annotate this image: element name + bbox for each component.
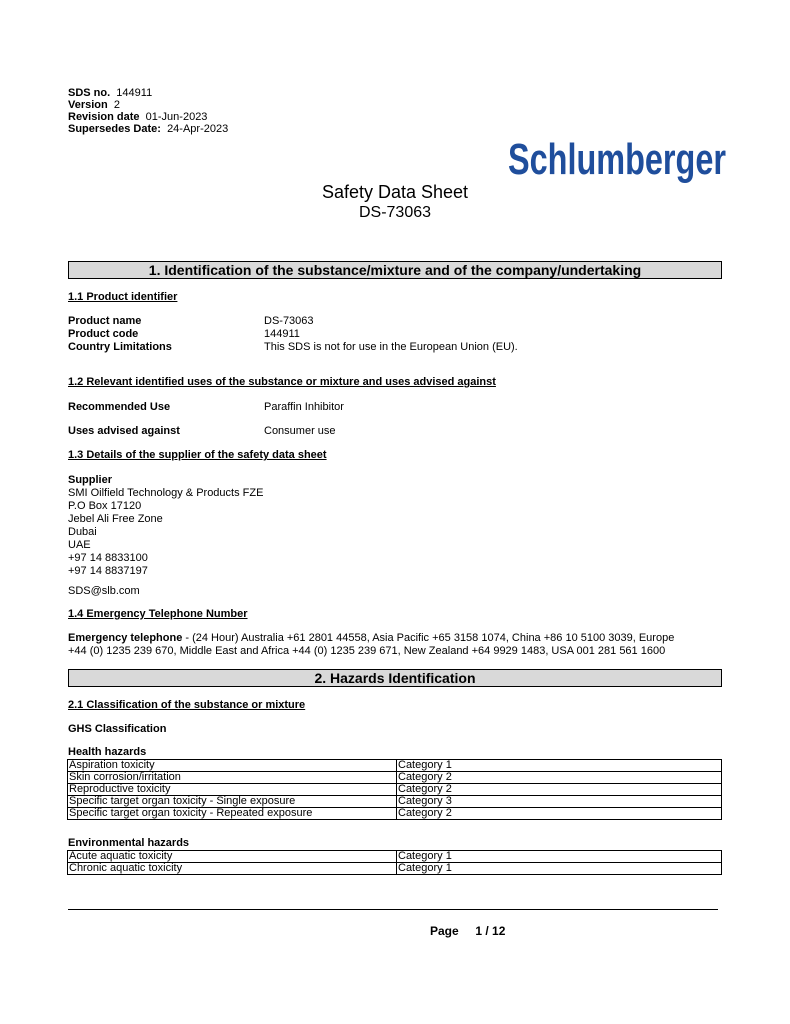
supplier-line: UAE [68,539,91,551]
emergency-telephone [68,632,674,658]
footer-divider [68,909,718,910]
subsection-1-4-title: 1.4 Emergency Telephone Number [68,608,248,620]
revision-date-label: Revision date [68,111,140,123]
subsection-2-1-title: 2.1 Classification of the substance or mixture [68,699,306,711]
category-cell: Category 1 [397,760,722,772]
hazard-cell: Specific target organ toxicity - Single exposure [68,796,397,808]
table-row [68,851,722,863]
page-number [430,924,505,938]
version-value: 2 [113,99,120,111]
hazard-cell: Aspiration toxicity [68,760,397,772]
uses-advised-against-value: Consumer use [264,425,336,437]
hazard-cell: Skin corrosion/irritation [68,772,397,784]
supersedes-date-value: 24-Apr-2023 [167,123,229,135]
hazard-cell: Specific target organ toxicity - Repeated exposure [68,808,397,820]
version-label: Version [68,99,108,111]
health-hazards-table [67,759,722,820]
category-cell: Category 1 [397,851,722,863]
hazard-cell: Acute aquatic toxicity [68,851,397,863]
emergency-telephone-line-1: - (24 Hour) Australia +61 2801 44558, Asia Pacific +65 3158 1074, China +86 10 5100 3039, Europe [182,632,675,644]
hazard-cell: Reproductive toxicity [68,784,397,796]
emergency-telephone-label: Emergency telephone [68,632,183,644]
document-title: Safety Data Sheet [321,182,469,202]
ghs-classification-label: GHS Classification [68,723,167,735]
section-1-heading: 1. Identification of the substance/mixture and of the company/undertaking [68,261,722,279]
health-hazards-label: Health hazards [68,746,147,758]
table-row [68,808,722,820]
environmental-hazards-label: Environmental hazards [68,837,190,849]
subsection-1-2-title: 1.2 Relevant identified uses of the substance or mixture and uses advised against [68,376,496,388]
svg-text:Schlumberger: Schlumberger [508,135,726,184]
supplier-block [68,474,263,578]
document-subtitle: DS-73063 [358,204,432,221]
supersedes-date-label: Supersedes Date: [68,123,161,135]
page-value: 1 / 12 [475,924,506,938]
supplier-line: SMI Oilfield Technology & Products FZE [68,487,264,499]
recommended-use-label: Recommended Use [68,401,171,413]
product-code-value: 144911 [264,328,300,340]
hazard-cell: Chronic aquatic toxicity [68,863,397,875]
subsection-1-1-title: 1.1 Product identifier [68,291,178,303]
section-2-heading: 2. Hazards Identification [68,669,722,687]
supersedes-date [68,123,228,136]
category-cell: Category 1 [397,863,722,875]
sds-number-label: SDS no. [68,87,111,99]
table-row [68,772,722,784]
table-row [68,784,722,796]
country-limitations-label: Country Limitations [68,341,172,353]
table-row [68,760,722,772]
supplier-line: P.O Box 17120 [68,500,142,512]
uses-advised-against-label: Uses advised against [68,425,180,437]
page-label: Page [430,924,459,938]
supplier-line: +97 14 8833100 [68,552,148,564]
revision-date-value: 01-Jun-2023 [145,111,208,123]
supplier-line: Dubai [68,526,97,538]
product-name-label: Product name [68,315,142,327]
table-row [68,796,722,808]
product-name-value: DS-73063 [264,315,314,327]
product-code-label: Product code [68,328,139,340]
recommended-use-value: Paraffin Inhibitor [264,401,344,413]
emergency-telephone-line-2: +44 (0) 1235 239 670, Middle East and Africa +44 (0) 1235 239 671, New Zealand +64 9929 1483, USA 001 281 561 1600 [68,645,666,657]
country-limitations-value: This SDS is not for use in the European Union (EU). [264,341,518,353]
table-row [68,863,722,875]
category-cell: Category 2 [397,784,722,796]
supplier-email[interactable]: SDS@slb.com [68,585,140,597]
category-cell: Category 2 [397,808,722,820]
environmental-hazards-table [67,850,722,875]
sds-number-value: 144911 [116,87,153,99]
subsection-1-3-title: 1.3 Details of the supplier of the safety data sheet [68,449,327,461]
category-cell: Category 2 [397,772,722,784]
supplier-line: +97 14 8837197 [68,565,148,577]
supplier-label: Supplier [68,474,113,486]
category-cell: Category 3 [397,796,722,808]
schlumberger-logo [508,130,728,186]
supplier-line: Jebel Ali Free Zone [68,513,163,525]
